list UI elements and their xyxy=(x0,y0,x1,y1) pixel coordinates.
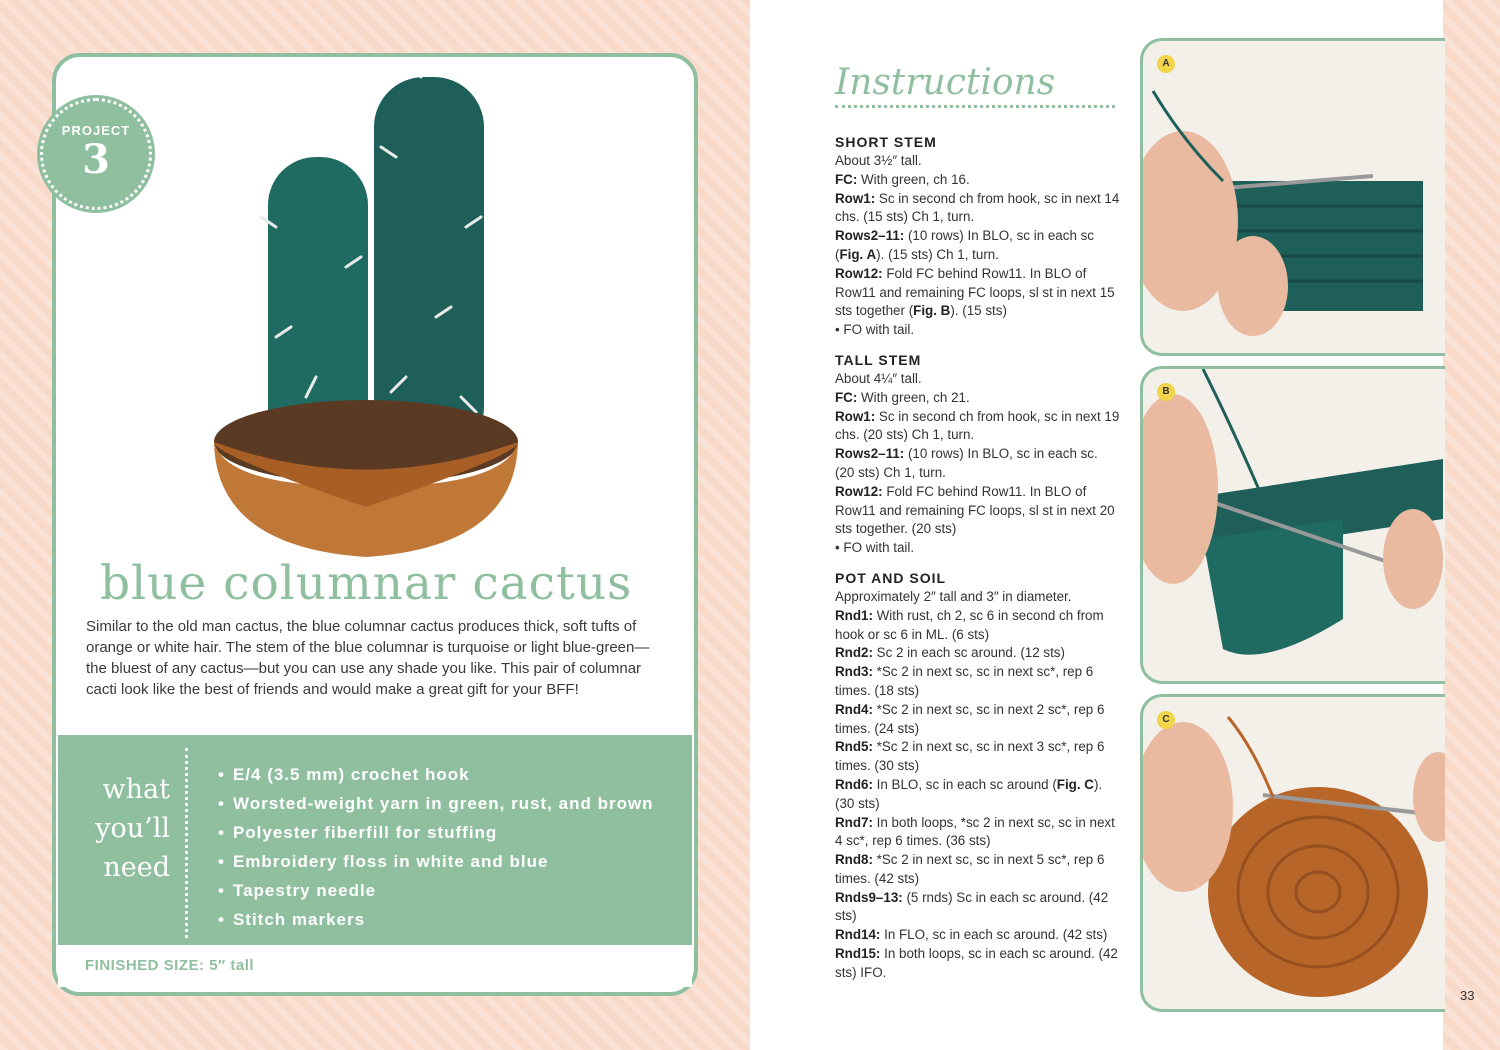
step-key: Rnd2: xyxy=(835,645,873,661)
tall-stem-section xyxy=(835,350,1120,558)
finished-size xyxy=(85,957,254,974)
instructions-title: Instructions xyxy=(835,62,1056,103)
step-text: Fold FC behind Row11. In BLO of Row11 and remaining FC loops, sl st in next 15 sts together ( xyxy=(835,265,1115,319)
step-key: Row12: xyxy=(835,483,883,499)
step: About 3½″ tall. xyxy=(835,153,922,168)
step xyxy=(835,607,1120,645)
step-key: Rnd7: xyxy=(835,814,873,830)
step xyxy=(835,227,1120,265)
figure-a xyxy=(1140,38,1445,356)
figure-ref: Fig. A xyxy=(839,246,877,262)
step-key: FC: xyxy=(835,171,858,187)
step-text: *Sc 2 in next sc, sc in next 2 sc*, rep 6 times. (24 sts) xyxy=(835,701,1105,736)
step-text: Sc in second ch from hook, sc in next 19 chs. (20 sts) Ch 1, turn. xyxy=(835,408,1120,443)
materials-heading-line1: what xyxy=(102,774,170,805)
step-key: Rnds9–13: xyxy=(835,889,903,905)
step-text: ). (15 sts) xyxy=(950,303,1007,319)
figure-c xyxy=(1140,694,1445,1012)
step-key: Rnd8: xyxy=(835,852,873,868)
step xyxy=(835,663,1120,701)
materials-heading-line3: need xyxy=(103,852,170,883)
materials-list xyxy=(218,760,654,934)
step-text: *Sc 2 in next sc, sc in next 5 sc*, rep 6 times. (42 sts) xyxy=(835,852,1105,886)
step-key: Row1: xyxy=(835,190,876,206)
short-stem-section xyxy=(835,132,1120,340)
materials-item: • Worsted-weight yarn in green, rust, and brown xyxy=(218,789,654,818)
materials-heading xyxy=(70,770,170,887)
project-title: blue columnar cactus xyxy=(100,556,633,611)
step-key: Rnd4: xyxy=(835,701,873,717)
right-page-edge xyxy=(1443,0,1500,1050)
step-text: With rust, ch 2, sc 6 in second ch from hook or sc 6 in ML. (6 sts) xyxy=(835,607,1104,642)
figure-label: C xyxy=(1157,711,1175,729)
materials-item: • E/4 (3.5 mm) crochet hook xyxy=(218,760,654,789)
step-text: (10 rows) In BLO, sc in each sc ( xyxy=(835,228,1095,262)
step-text: *Sc 2 in next sc, sc in next 3 sc*, rep 6 times. (30 sts) xyxy=(835,739,1105,774)
step xyxy=(835,926,1120,945)
step-key: Rows2–11: xyxy=(835,228,905,244)
cactus-photo xyxy=(206,77,526,577)
section-heading: POT AND SOIL xyxy=(835,569,947,586)
step xyxy=(835,738,1120,776)
step-text: With green, ch 16. xyxy=(857,171,970,187)
step xyxy=(835,171,1120,190)
step-key: Row1: xyxy=(835,408,876,424)
step-text: In both loops, *sc 2 in next sc, sc in next 4 sc*, rep 6 times. (36 sts) xyxy=(835,814,1115,849)
section-heading: SHORT STEM xyxy=(835,134,937,150)
figure-c-photo xyxy=(1143,697,1445,1012)
step-text: Sc 2 in each sc around. (12 sts) xyxy=(872,645,1065,661)
dotted-divider xyxy=(185,748,188,938)
step xyxy=(835,445,1120,483)
step-text: Sc in second ch from hook, sc in next 14 chs. (15 sts) Ch 1, turn. xyxy=(835,190,1120,225)
materials-item: • Polyester fiberfill for stuffing xyxy=(218,818,654,847)
step xyxy=(835,889,1120,927)
step-key: Rnd5: xyxy=(835,739,873,755)
step-key: Rnd1: xyxy=(835,607,873,623)
step xyxy=(835,776,1120,814)
figure-ref: Fig. B xyxy=(913,303,951,319)
page-number: 33 xyxy=(1460,988,1475,1003)
step-text: With green, ch 21. xyxy=(857,389,970,405)
project-badge xyxy=(40,98,152,210)
figure-ref: Fig. C xyxy=(1056,776,1094,792)
step-text: Fold FC behind Row11. In BLO of Row11 and remaining FC loops, sl st in next 20 sts together. (20 sts) xyxy=(835,483,1115,537)
step xyxy=(835,389,1120,408)
step xyxy=(835,814,1120,852)
step-text: ). (15 sts) Ch 1, turn. xyxy=(876,246,999,262)
figure-b xyxy=(1140,366,1445,684)
step xyxy=(835,851,1120,889)
step xyxy=(835,644,1120,663)
step xyxy=(835,701,1120,739)
step: About 4¼″ tall. xyxy=(835,370,922,386)
figure-b-photo xyxy=(1143,369,1445,684)
step xyxy=(835,408,1120,446)
step-text: ). (30 sts) xyxy=(835,776,1103,811)
step xyxy=(835,190,1120,228)
step-text: *Sc 2 in next sc, sc in next sc*, rep 6 times. (18 sts) xyxy=(835,664,1094,698)
step-key: Rows2–11: xyxy=(835,446,905,462)
step: • FO with tail. xyxy=(835,322,915,338)
step-key: Rnd14: xyxy=(835,927,881,943)
step: • FO with tail. xyxy=(835,540,915,556)
step: Approximately 2″ tall and 3″ in diameter. xyxy=(835,588,1072,604)
step xyxy=(835,483,1120,539)
pot-section xyxy=(835,568,1120,983)
project-intro: Similar to the old man cactus, the blue columnar cactus produces thick, soft tufts of orange or white hair. The stem of the blue columnar is turquoise or light blue-green—the bluest of any cactus—but you can use any shade you like. This pair of columnar cacti look like the best of friends and would make a great gift for your BFF! xyxy=(86,618,650,698)
step xyxy=(835,265,1120,321)
badge-label: PROJECT xyxy=(61,123,131,138)
instructions-body xyxy=(835,132,1120,993)
figure-label: A xyxy=(1157,55,1175,73)
step-text: (10 rows) In BLO, sc in each sc. (20 sts) Ch 1, turn. xyxy=(835,446,1098,480)
finished-size-label: FINISHED SIZE: xyxy=(85,957,205,974)
materials-heading-line2: you’ll xyxy=(95,813,170,844)
step-text: (5 rnds) Sc in each sc around. (42 sts) xyxy=(835,889,1109,924)
materials-item: • Embroidery floss in white and blue xyxy=(218,847,654,876)
section-heading: TALL STEM xyxy=(835,351,922,368)
step-text: In BLO, sc in each sc around ( xyxy=(872,776,1057,792)
step-text: In both loops, sc in each sc around. (42 sts) IFO. xyxy=(835,946,1118,980)
step-key: FC: xyxy=(835,389,858,405)
step-key: Rnd3: xyxy=(835,664,873,680)
instructions-dotted-rule xyxy=(835,105,1115,108)
step xyxy=(835,945,1120,983)
figure-a-photo xyxy=(1143,41,1445,356)
step-key: Rnd15: xyxy=(835,946,881,962)
step-key: Row12: xyxy=(835,265,883,281)
materials-item: • Stitch markers xyxy=(218,905,654,934)
badge-number: 3 xyxy=(82,136,110,183)
figure-label: B xyxy=(1157,383,1175,401)
materials-item: • Tapestry needle xyxy=(218,876,654,905)
step-text: In FLO, sc in each sc around. (42 sts) xyxy=(880,927,1108,943)
finished-size-value: 5″ tall xyxy=(209,957,255,974)
step-key: Rnd6: xyxy=(835,776,873,792)
